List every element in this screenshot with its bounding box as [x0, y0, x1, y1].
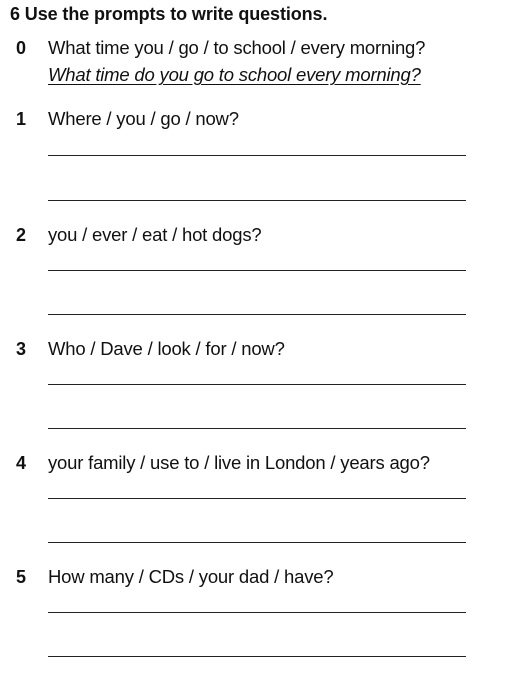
example-number: 0	[16, 38, 27, 58]
item-number-4: 4	[16, 453, 27, 473]
item-prompt-3: Who / Dave / look / for / now?	[48, 338, 285, 359]
item-prompt-5: How many / CDs / your dad / have?	[48, 566, 334, 587]
item-number-1: 1	[16, 109, 27, 129]
answer-line-1b[interactable]	[48, 200, 466, 201]
answer-line-2a[interactable]	[48, 270, 466, 271]
item-prompt-1: Where / you / go / now?	[48, 108, 239, 129]
example-prompt: What time you / go / to school / every morning?	[48, 37, 426, 58]
answer-line-5b[interactable]	[48, 656, 466, 657]
item-prompt-4: your family / use to / live in London / years ago?	[48, 452, 430, 473]
item-number-3: 3	[16, 339, 27, 359]
answer-line-4b[interactable]	[48, 542, 466, 543]
answer-line-3b[interactable]	[48, 428, 466, 429]
answer-line-5a[interactable]	[48, 612, 466, 613]
answer-line-4a[interactable]	[48, 498, 466, 499]
item-number-2: 2	[16, 225, 27, 245]
example-answer: What time do you go to school every morning?	[48, 64, 421, 85]
item-prompt-2: you / ever / eat / hot dogs?	[48, 224, 262, 245]
answer-line-1a[interactable]	[48, 155, 466, 156]
answer-line-2b[interactable]	[48, 314, 466, 315]
exercise-title: 6 Use the prompts to write questions.	[10, 4, 328, 24]
item-number-5: 5	[16, 567, 27, 587]
answer-line-3a[interactable]	[48, 384, 466, 385]
